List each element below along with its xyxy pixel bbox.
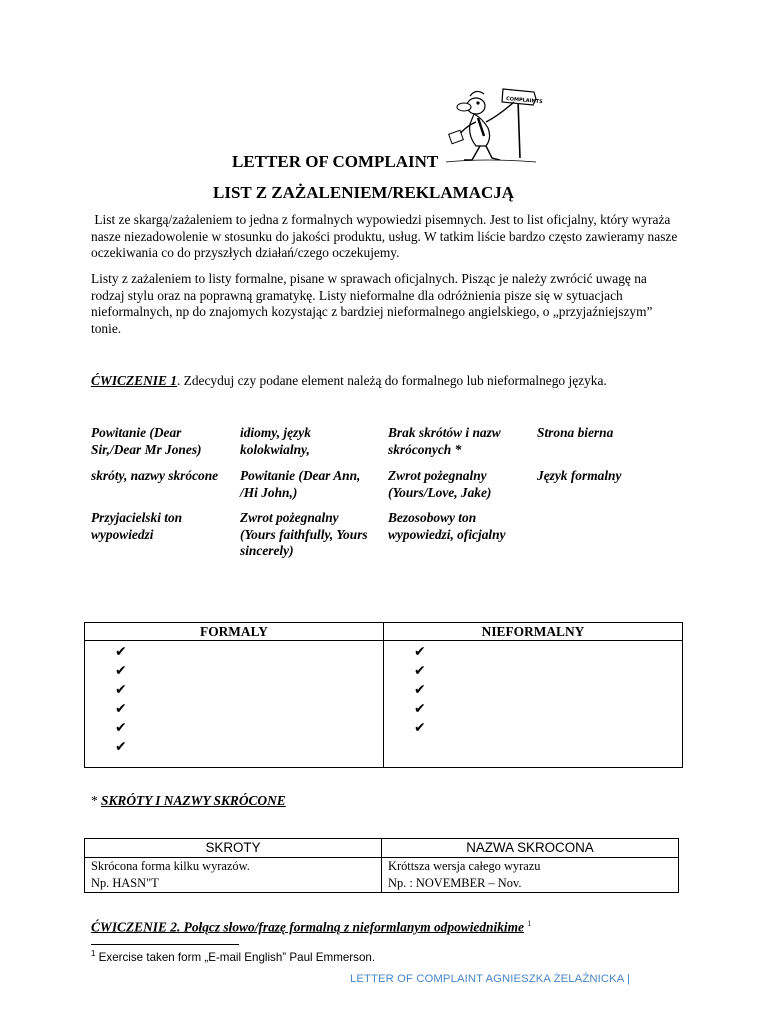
abbreviation-definition: Skrócona forma kilku wyrazów. (91, 859, 250, 873)
informal-column (384, 641, 683, 768)
footer-separator: | (626, 973, 631, 985)
item-no-abbreviations: Brak skrótów i nazw skróconych * (388, 425, 501, 457)
item-formal-closing: Zwrot pożegnalny (Yours faithfully, Yours sincerely) (240, 510, 368, 558)
check-mark-icon: ✔ (115, 682, 127, 698)
item-informal-greeting: Powitanie (Dear Ann, /Hi John,) (240, 468, 361, 500)
exercise-1-instruction: . Zdecyduj czy podane element należą do formalnego lub nieformalnego języka. (176, 373, 607, 388)
formal-checklist (85, 643, 383, 757)
abbreviation-definition-cell (85, 858, 382, 893)
exercise-2-heading (91, 919, 531, 935)
footnote-number: 1 (91, 949, 96, 958)
item-passive-voice: Strona bierna (537, 425, 614, 440)
exercise-1-label: ĆWICZENIE 1 (91, 373, 177, 388)
short-name-example: Np. : NOVEMBER – Nov. (388, 876, 522, 890)
exercise-1-heading (91, 373, 607, 389)
header-short-name: NAZWA SKROCONA (382, 839, 679, 858)
abbreviation-example: Np. HASN"T (91, 876, 159, 890)
header-formal: FORMALY (85, 623, 384, 641)
header-informal: NIEFORMALNY (384, 623, 683, 641)
exercise-2-label: ĆWICZENIE 2. Połącz słowo/frazę formalną z nieformlanym odpowiednikime (91, 919, 524, 935)
item-informal-closing: Zwrot pożegnalny (Yours/Love, Jake) (388, 468, 492, 500)
footnote (91, 949, 375, 964)
intro-text-1: List ze skargą/zażaleniem to jedna z formalnych wypowiedzi pisemnych. Jest to list oficjalny, który wyraża nasze niezadowolenie w stosunku do jakości produktu, usług. W tatkim liście bardzo często zawieramy nasze oczekiwania co do przyszłych działań/czego oczekujemy. (91, 212, 681, 260)
item-friendly-tone: Przyjacielski ton wypowiedzi (91, 510, 183, 542)
footnote-text: Exercise taken form „E-mail English” Paul Emmerson. (95, 950, 376, 964)
intro-text-2: Listy z zażaleniem to listy formalne, pisane w sprawach oficjalnych. Pisząc je należy zwrócić uwagę na rodzaj stylu oraz na poprawną gramatykę. Listy nieformalne dla odróżnienia pisze się w sytuacjach nieformalnych, np do znajomych kozystając z bardziej nieformalnego angielskiego, o „przyjaźniejszym” tonie. (91, 271, 653, 336)
title-polish: LIST Z ZAŻALENIEM/REKLAMACJĄ (213, 183, 515, 202)
footnote-reference[interactable]: 1 (527, 919, 532, 928)
check-mark-icon: ✔ (115, 701, 127, 717)
check-mark-icon: ✔ (414, 682, 426, 698)
abbreviations-label: SKRÓTY I NAZWY SKRÓCONE (101, 793, 286, 808)
check-mark-icon: ✔ (414, 663, 426, 679)
intro-paragraph-2 (91, 271, 681, 337)
short-name-definition: Króttsza wersja całego wyrazu (388, 859, 541, 873)
item-idioms: idiomy, język kolokwialny, (240, 425, 311, 457)
complaints-cartoon-icon (446, 86, 543, 166)
abbreviations-heading (91, 793, 286, 809)
item-formal-language: Język formalny (537, 468, 622, 483)
check-mark-icon: ✔ (414, 644, 426, 660)
complaints-sign-text: COMPLAINTS (505, 96, 543, 106)
check-mark-icon: ✔ (414, 720, 426, 736)
check-mark-icon: ✔ (115, 644, 127, 660)
short-name-definition-cell (382, 858, 679, 893)
item-impersonal-tone: Bezosobowy ton wypowiedzi, oficjalny (388, 510, 506, 542)
asterisk: * (91, 793, 102, 808)
check-mark-icon: ✔ (115, 663, 127, 679)
informal-checklist (384, 643, 682, 738)
check-mark-icon: ✔ (414, 701, 426, 717)
page-footer (350, 973, 630, 985)
item-formal-greeting: Powitanie (Dear Sir,/Dear Mr Jones) (91, 425, 202, 457)
check-mark-icon: ✔ (115, 739, 127, 755)
title-english: LETTER OF COMPLAINT (232, 152, 439, 171)
footer-text: LETTER OF COMPLAINT AGNIESZKA ŻELAŹNICKA (350, 973, 624, 985)
formal-column (85, 641, 384, 768)
intro-paragraph-1 (91, 212, 681, 262)
item-abbreviations: skróty, nazwy skrócone (91, 468, 219, 483)
check-mark-icon: ✔ (115, 720, 127, 736)
header-abbreviations: SKROTY (85, 839, 382, 858)
footnote-separator (91, 944, 239, 945)
formal-informal-table (84, 622, 683, 768)
abbreviations-table (84, 838, 679, 893)
